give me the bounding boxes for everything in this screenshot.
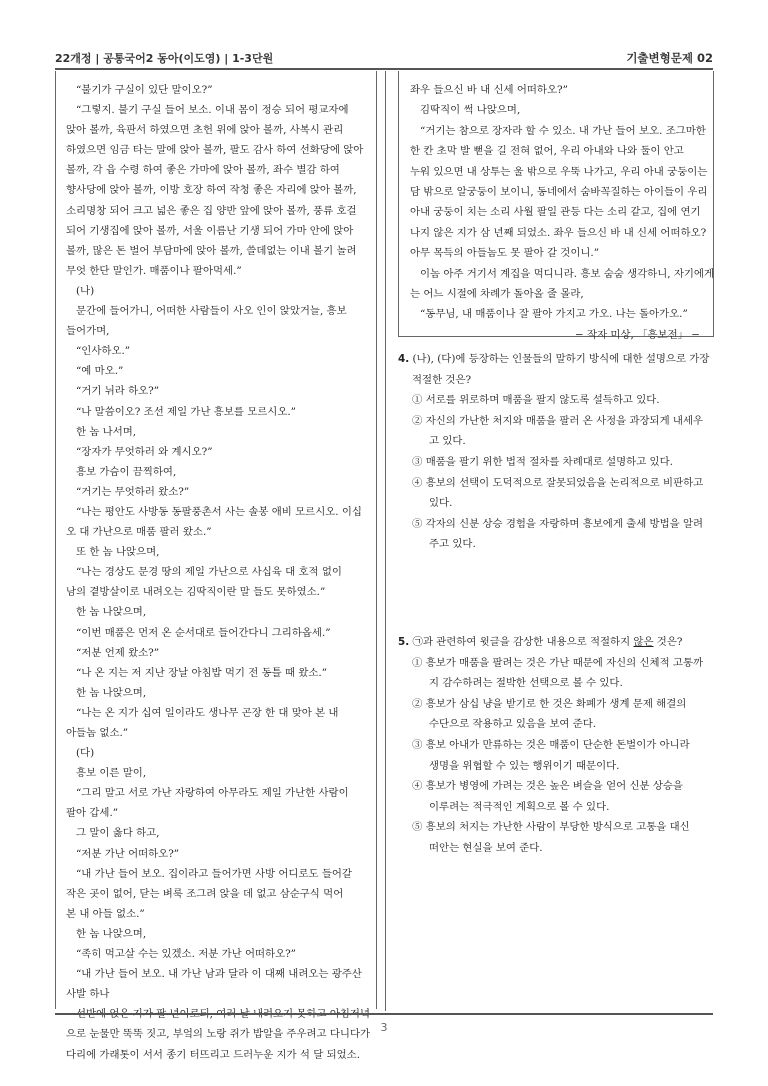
question-stem-text: 적절한 것은? bbox=[412, 373, 472, 386]
passage-line: “저분 언제 왔소?” bbox=[76, 646, 160, 659]
passage-line: “내 가난 들어 보오. 내 가난 남과 달라 이 대째 내려오는 광주산 bbox=[76, 968, 362, 981]
passage-line: 나지 않은 지가 삼 년째 되었소. 좌우 들으신 바 내 신세 어떠하오? bbox=[410, 226, 707, 239]
passage-line: 작은 곳이 없어, 닫는 벼룩 조그려 앉을 데 없고 삼순구식 먹어 bbox=[66, 887, 344, 900]
passage-line: (다) bbox=[76, 747, 95, 760]
passage-line: “나 온 지는 저 지난 장날 아침밥 먹기 전 동틀 때 왔소.” bbox=[76, 666, 328, 679]
passage-line: 문간에 들어가니, 어떠한 사람들이 사오 인이 앉았거늘, 흥보 bbox=[76, 305, 347, 318]
source-attribution: − 작자 미상, 「흥보전」 − bbox=[575, 328, 700, 341]
answer-option: ② 자신의 가난한 처지와 매품을 팔러 온 사정을 과장되게 내세우 bbox=[412, 414, 704, 427]
passage-line: “거기는 무엇하러 왔소?” bbox=[76, 485, 190, 498]
passage-line: “내 가난 들어 보오. 집이라고 들어가면 사방 어디로도 들어갈 bbox=[76, 867, 352, 880]
answer-option: ④ 흥보의 선택이 도덕적으로 잘못되었음을 논리적으로 비판하고 bbox=[412, 476, 704, 489]
passage-line: 되어 기생집에 앉아 볼까, 서울 이름난 기생 되어 가마 안에 앉아 bbox=[66, 224, 354, 237]
passage-line: “나는 온 지가 십여 일이라도 생나무 곤장 한 대 맞아 본 내 bbox=[76, 706, 339, 719]
question-number: 5. bbox=[398, 636, 410, 648]
answer-option: 떠안는 현실을 보여 준다. bbox=[429, 841, 543, 854]
passage-line: “거기 뉘라 하오?” bbox=[76, 385, 160, 398]
passage-line: 흥보 가슴이 끔찍하여, bbox=[76, 465, 177, 478]
passage-line: 한 칸 초막 발 뻗을 길 전혀 없어, 우리 아내와 나와 둘이 안고 bbox=[410, 145, 684, 158]
passage-line: 선반에 얹은 지가 팔 년이로되, 여러 날 내려오지 못하고 아침저녁 bbox=[76, 1008, 370, 1021]
passage-line: “저분 가난 어떠하오?” bbox=[76, 847, 180, 860]
passage-line: “동무님, 내 매품이나 잘 팔아 가지고 가오. 나는 돌아가오.” bbox=[420, 308, 688, 321]
passage-line: 아내 궁둥이 치는 소리 사월 팔일 관등 다는 소리 같고, 집에 연기 bbox=[410, 206, 701, 219]
passage-line: “나는 경상도 문경 땅의 제일 가난으로 사십육 대 호적 없이 bbox=[76, 566, 342, 579]
passage-line: 볼까, 각 읍 수령 하여 좋은 가마에 앉아 볼까, 좌수 별감 하여 bbox=[66, 164, 340, 177]
answer-option: 생명을 위협할 수 있는 행위이기 때문이다. bbox=[429, 759, 620, 772]
passage-left bbox=[66, 80, 370, 1065]
passage-line: 다리에 가래톳이 서서 종기 터뜨리고 드러누운 지가 석 달 되었소. bbox=[66, 1048, 360, 1061]
bottom-rule bbox=[55, 1013, 713, 1015]
answer-option: ① 흥보가 매품을 팔려는 것은 가난 때문에 자신의 신체적 고통까 bbox=[412, 656, 704, 669]
passage-line: “불기가 구실이 있단 말이오?” bbox=[76, 84, 213, 96]
question-stem bbox=[398, 632, 716, 653]
passage-line: 그 말이 옳다 하고, bbox=[76, 827, 160, 840]
passage-line: 사발 하나 bbox=[66, 988, 110, 1001]
passage-line: 한 놈 나앉으며, bbox=[76, 927, 147, 940]
passage-line: 하였으면 임금 타는 말에 앉아 볼까, 팔도 감사 하여 선화당에 앉아 bbox=[66, 144, 364, 157]
answer-option: 있다. bbox=[429, 497, 453, 510]
question-5 bbox=[398, 632, 716, 859]
answer-option: 주고 있다. bbox=[429, 538, 476, 551]
answer-option: ④ 흥보가 병영에 가려는 것은 높은 벼슬을 얻어 신분 상승을 bbox=[412, 780, 683, 793]
passage-line: 이놈 아주 거기서 계집을 먹디니라. 흥보 숨숨 생각하니, 자기에게 bbox=[420, 267, 714, 280]
passage-line: “그리 말고 서로 가난 자랑하여 아무라도 제일 가난한 사람이 bbox=[76, 787, 349, 800]
passage-line: (나) bbox=[76, 284, 95, 297]
question-stem-text: ㉠과 관련하여 윗글을 감상한 내용으로 적절하지 bbox=[412, 636, 634, 648]
answer-option: ③ 흥보 아내가 만류하는 것은 매품이 단순한 돈벌이가 아니라 bbox=[412, 738, 690, 751]
passage-line: 팔아 갑세.” bbox=[66, 807, 119, 820]
passage-line: 흥보 이른 말이, bbox=[76, 767, 147, 780]
passage-line: 누워 있으면 내 상투는 울 밖으로 우뚝 나가고, 우리 아내 궁둥이는 bbox=[410, 165, 708, 178]
passage-line: 향사당에 앉아 볼까, 이방 호장 하여 작청 좋은 자리에 앉아 볼까, bbox=[66, 184, 357, 197]
passage-line: 앉아 볼까, 육판서 하였으면 초헌 위에 앉아 볼까, 사복시 관리 bbox=[66, 124, 344, 137]
passage-line: 본 내 아들 없소.” bbox=[66, 907, 145, 920]
page-number: 3 bbox=[380, 1021, 388, 1034]
passage-line: 좌우 들으신 바 내 신세 어떠하오?” bbox=[410, 84, 568, 96]
passage-line: 소리명창 되어 크고 넓은 좋은 집 양반 앞에 앉아 볼까, 풍류 호걸 bbox=[66, 204, 357, 217]
passage-line: 아들놈 없소.” bbox=[66, 727, 129, 739]
question-stem bbox=[398, 349, 716, 370]
passage-line: “이번 매품은 먼저 온 순서대로 들어간다니 그리하옵세.” bbox=[76, 626, 331, 639]
answer-option: 지 감수하려는 절박한 선택으로 볼 수 있다. bbox=[429, 677, 623, 690]
passage-line: 담 밖으로 알궁둥이 보이니, 동네에서 숨바꼭질하는 아이들이 우리 bbox=[410, 186, 708, 199]
answer-option: ② 흥보가 삼십 냥을 받기로 한 것은 화폐가 생계 문제 해결의 bbox=[412, 697, 687, 710]
answer-option: ① 서로를 위로하며 매품을 팔지 않도록 설득하고 있다. bbox=[412, 394, 660, 407]
passage-line: 는 어느 시절에 차례가 돌아올 줄 몰라, bbox=[410, 288, 584, 301]
answer-option: ③ 매품을 팔기 위한 법적 절차를 차례대로 설명하고 있다. bbox=[412, 455, 673, 468]
passage-line: 한 놈 나앉으며, bbox=[76, 686, 147, 699]
underlined-word: 않은 bbox=[633, 636, 654, 648]
passage-right bbox=[410, 80, 714, 345]
question-stem-text: 것은? bbox=[653, 636, 683, 648]
answer-option: 수단으로 작용하고 있음을 보여 준다. bbox=[429, 718, 597, 731]
passage-line: 김딱직이 썩 나앉으며, bbox=[420, 104, 521, 117]
passage-line: 들어가며, bbox=[66, 325, 110, 338]
passage-line: “족히 먹고살 수는 있겠소. 저분 가난 어떠하오?” bbox=[76, 948, 296, 961]
passage-line: 오 대 가난으로 매품 팔러 왔소.” bbox=[66, 526, 212, 539]
question-number: 4. bbox=[398, 353, 410, 365]
passage-line: 한 놈 나앉으며, bbox=[76, 606, 147, 619]
header-left: 22개정 | 공통국어2 동아(이도영) | 1-3단원 bbox=[55, 52, 274, 65]
passage-line: 한 놈 나서며, bbox=[76, 425, 137, 438]
column-divider bbox=[385, 71, 386, 1011]
passage-line: “장자가 무엇하러 와 계시오?” bbox=[76, 445, 213, 458]
passage-line: 으로 눈물만 뚝뚝 짓고, 부엌의 노랑 쥐가 밥알을 주우려고 다니다가 bbox=[66, 1028, 371, 1041]
answer-option: 이루려는 적극적인 계획으로 볼 수 있다. bbox=[429, 800, 610, 813]
header-right: 기출변형문제 02 bbox=[626, 51, 713, 65]
passage-line: 아무 목득의 아들놈도 못 팔아 갈 것이니.” bbox=[410, 247, 600, 260]
passage-line: “그렇지. 불기 구실 들어 보소. 이내 몸이 정승 되어 평교자에 bbox=[76, 104, 349, 117]
passage-line: “거기는 참으로 장자라 할 수 있소. 내 가난 들어 보오. 조그마한 bbox=[420, 124, 706, 137]
passage-line: “예 마오.” bbox=[76, 365, 124, 378]
question-stem-text: (나), (다)에 등장하는 인물들의 말하기 방식에 대한 설명으로 가장 bbox=[412, 353, 710, 365]
passage-line: 남의 곁방살이로 내려오는 김딱직이란 말 들도 못하였소.” bbox=[66, 586, 326, 599]
passage-line: 무엇 한단 말인가. 매품이나 팔아먹세.” bbox=[66, 264, 242, 277]
passage-line: “나는 평안도 사방동 동팔풍촌서 사는 솔봉 애비 모르시오. 이십 bbox=[76, 505, 362, 518]
answer-option: 고 있다. bbox=[429, 435, 466, 448]
passage-line: “인사하오.” bbox=[76, 345, 131, 358]
passage-line: “나 말씀이오? 조선 제일 가난 흥보를 모르시오.” bbox=[76, 405, 296, 418]
passage-line: 볼까, 많은 돈 벌어 부담마에 앉아 볼까, 쓸데없는 이내 볼기 놀려 bbox=[66, 244, 357, 257]
answer-option: ⑤ 각자의 신분 상승 경험을 자랑하며 흥보에게 출세 방법을 알려 bbox=[412, 517, 704, 530]
answer-option: ⑤ 흥보의 처지는 가난한 사람이 부당한 방식으로 고통을 대신 bbox=[412, 821, 690, 834]
top-rule bbox=[55, 68, 713, 70]
question-4 bbox=[398, 349, 716, 555]
passage-line: 또 한 놈 나앉으며, bbox=[76, 546, 160, 559]
